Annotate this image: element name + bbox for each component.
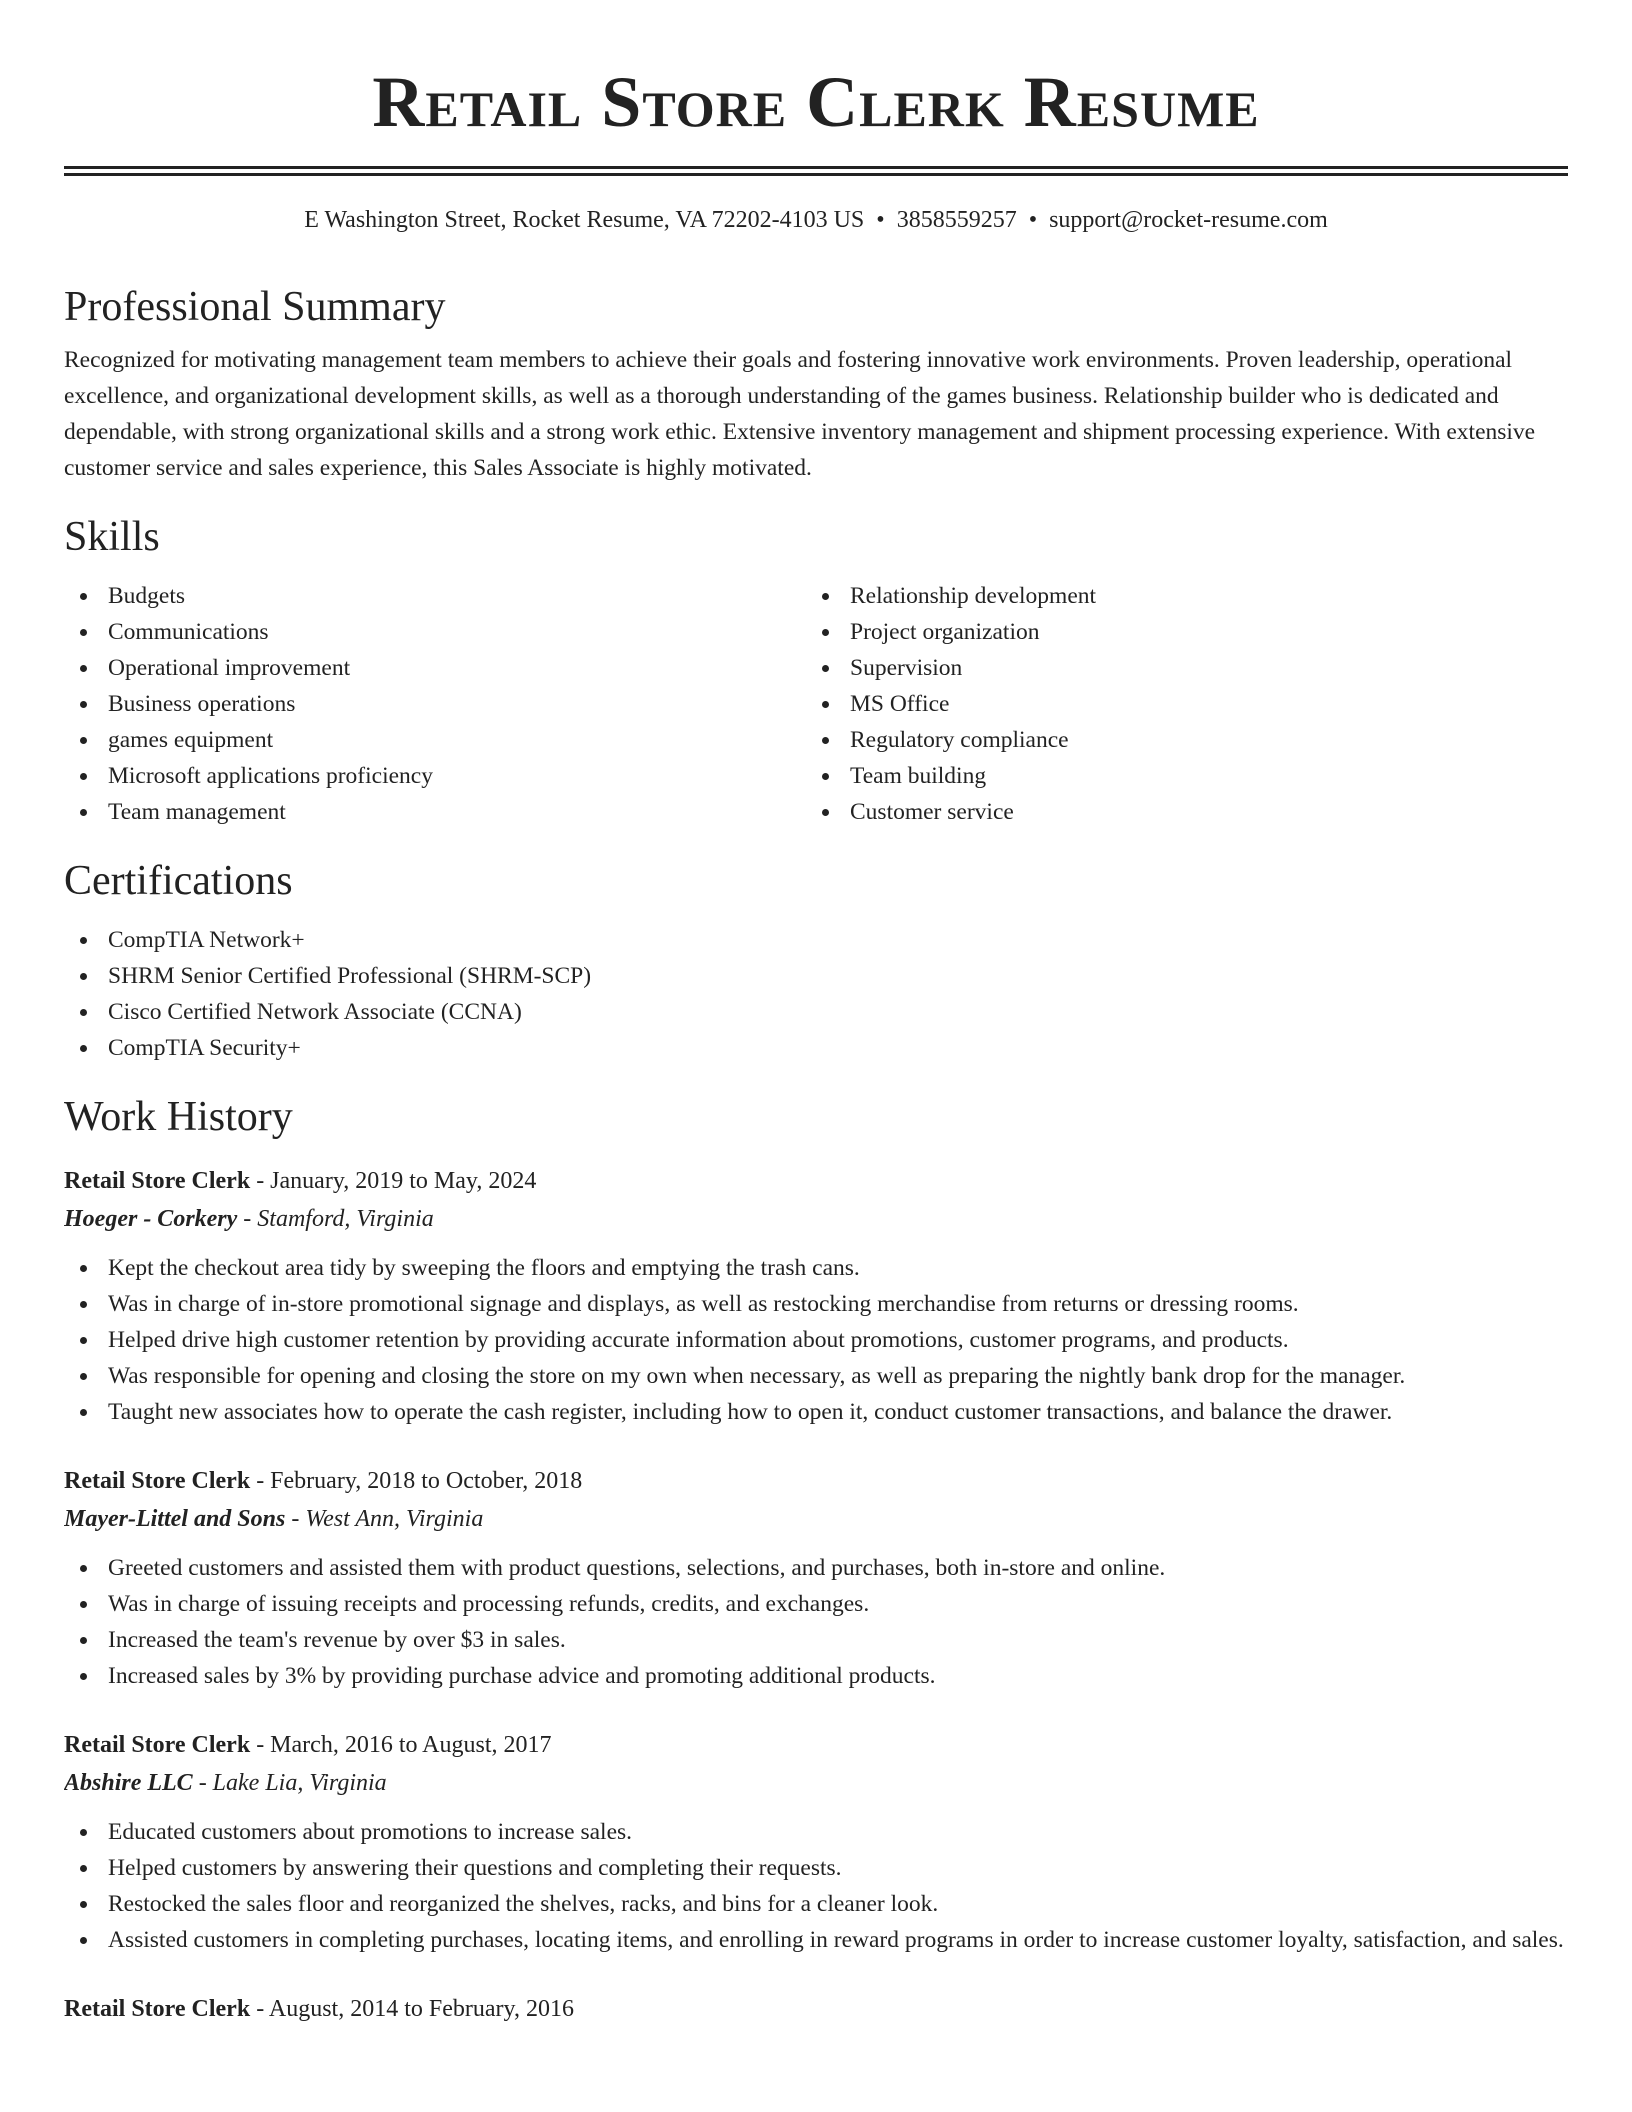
skill-item: Customer service bbox=[806, 794, 1548, 830]
job-duty: Taught new associates how to operate the cash register, including how to open it, conduct customer transactions, and balance the drawer. bbox=[64, 1394, 1568, 1430]
job-duty: Was responsible for opening and closing the store on my own when necessary, as well as preparing the nightly bank drop for the manager. bbox=[64, 1358, 1568, 1394]
job-dates: - January, 2019 to May, 2024 bbox=[250, 1168, 537, 1194]
skills-list-right bbox=[806, 578, 1548, 830]
skill-item: MS Office bbox=[806, 686, 1548, 722]
skill-item: Budgets bbox=[64, 578, 806, 614]
job-duty: Assisted customers in completing purchases, locating items, and enrolling in reward programs in order to increase customer loyalty, satisfaction, and sales. bbox=[64, 1922, 1568, 1958]
job-duties-list bbox=[64, 1550, 1568, 1694]
certifications-heading: Certifications bbox=[64, 858, 293, 904]
job-duty: Restocked the sales floor and reorganized the shelves, racks, and bins for a cleaner look. bbox=[64, 1886, 1568, 1922]
skill-item: Supervision bbox=[806, 650, 1548, 686]
skill-item: Regulatory compliance bbox=[806, 722, 1548, 758]
contact-separator: • bbox=[876, 207, 885, 233]
contact-address: E Washington Street, Rocket Resume, VA 72202-4103 US bbox=[304, 207, 865, 233]
skill-item: Team management bbox=[64, 794, 806, 830]
skill-item: games equipment bbox=[64, 722, 806, 758]
job-dates: - August, 2014 to February, 2016 bbox=[250, 1996, 574, 2022]
job-title: Retail Store Clerk bbox=[64, 1468, 251, 1494]
job-company: Hoeger - Corkery bbox=[64, 1206, 238, 1232]
job-entry bbox=[64, 1990, 1568, 2028]
certifications-list bbox=[64, 922, 1568, 1066]
job-entry bbox=[64, 1726, 1568, 1958]
skill-item: Operational improvement bbox=[64, 650, 806, 686]
job-company-line bbox=[64, 1764, 1568, 1802]
job-title-line bbox=[64, 1462, 1568, 1500]
job-duty: Educated customers about promotions to increase sales. bbox=[64, 1814, 1568, 1850]
job-title: Retail Store Clerk bbox=[64, 1996, 251, 2022]
summary-heading: Professional Summary bbox=[64, 284, 446, 330]
job-title-line bbox=[64, 1990, 1568, 2028]
resume-page bbox=[64, 0, 1568, 2112]
skills-columns bbox=[64, 578, 1568, 830]
skill-item: Business operations bbox=[64, 686, 806, 722]
job-duty: Greeted customers and assisted them with product questions, selections, and purchases, both in-store and online. bbox=[64, 1550, 1568, 1586]
skill-item: Communications bbox=[64, 614, 806, 650]
certification-item: Cisco Certified Network Associate (CCNA) bbox=[64, 994, 1568, 1030]
job-title: Retail Store Clerk bbox=[64, 1168, 251, 1194]
job-duty: Was in charge of in-store promotional signage and displays, as well as restocking merchandise from returns or dressing rooms. bbox=[64, 1286, 1568, 1322]
job-company-line bbox=[64, 1500, 1568, 1538]
job-location: - Stamford, Virginia bbox=[237, 1206, 434, 1232]
job-entry bbox=[64, 1162, 1568, 1430]
contact-phone: 3858559257 bbox=[896, 207, 1017, 233]
job-location: - Lake Lia, Virginia bbox=[192, 1770, 387, 1796]
job-dates: - March, 2016 to August, 2017 bbox=[250, 1732, 552, 1758]
page-title: Retail Store Clerk Resume bbox=[372, 62, 1260, 142]
skills-list-left bbox=[64, 578, 806, 830]
contact-line bbox=[64, 204, 1568, 236]
job-duty: Was in charge of issuing receipts and processing refunds, credits, and exchanges. bbox=[64, 1586, 1568, 1622]
job-company-line bbox=[64, 1200, 1568, 1238]
job-duty: Kept the checkout area tidy by sweeping the floors and emptying the trash cans. bbox=[64, 1250, 1568, 1286]
job-dates: - February, 2018 to October, 2018 bbox=[250, 1468, 583, 1494]
skill-item: Project organization bbox=[806, 614, 1548, 650]
summary-text: Recognized for motivating management team members to achieve their goals and fostering innovative work environments. Proven leadership, operational excellence, and organizational development skills, as well as a thorough understanding of the games business. Relationship builder who is dedicated and dependable, with strong organizational skills and a strong work ethic. Extensive inventory management and shipment processing experience. With extensive customer service and sales experience, this Sales Associate is highly motivated. bbox=[64, 347, 1536, 481]
job-company: Mayer-Littel and Sons bbox=[64, 1506, 286, 1532]
job-duty: Increased the team's revenue by over $3 in sales. bbox=[64, 1622, 1568, 1658]
skills-heading: Skills bbox=[64, 514, 160, 560]
skill-item: Relationship development bbox=[806, 578, 1548, 614]
contact-separator: • bbox=[1028, 207, 1038, 233]
job-entry bbox=[64, 1462, 1568, 1694]
skill-item: Microsoft applications proficiency bbox=[64, 758, 806, 794]
skill-item: Team building bbox=[806, 758, 1548, 794]
job-title-line bbox=[64, 1726, 1568, 1764]
title-divider bbox=[64, 166, 1568, 176]
job-title-line bbox=[64, 1162, 1568, 1200]
job-duties-list bbox=[64, 1250, 1568, 1430]
job-duty: Helped drive high customer retention by providing accurate information about promotions, customer programs, and products. bbox=[64, 1322, 1568, 1358]
work-history-heading: Work History bbox=[64, 1094, 293, 1140]
certification-item: CompTIA Network+ bbox=[64, 922, 1568, 958]
job-company: Abshire LLC bbox=[64, 1770, 193, 1796]
certification-item: CompTIA Security+ bbox=[64, 1030, 1568, 1066]
job-title: Retail Store Clerk bbox=[64, 1732, 251, 1758]
job-duty: Helped customers by answering their questions and completing their requests. bbox=[64, 1850, 1568, 1886]
contact-email: support@rocket-resume.com bbox=[1049, 207, 1328, 233]
job-location: - West Ann, Virginia bbox=[285, 1506, 484, 1532]
certification-item: SHRM Senior Certified Professional (SHRM-SCP) bbox=[64, 958, 1568, 994]
job-duties-list bbox=[64, 1814, 1568, 1958]
job-duty: Increased sales by 3% by providing purchase advice and promoting additional products. bbox=[64, 1658, 1568, 1694]
